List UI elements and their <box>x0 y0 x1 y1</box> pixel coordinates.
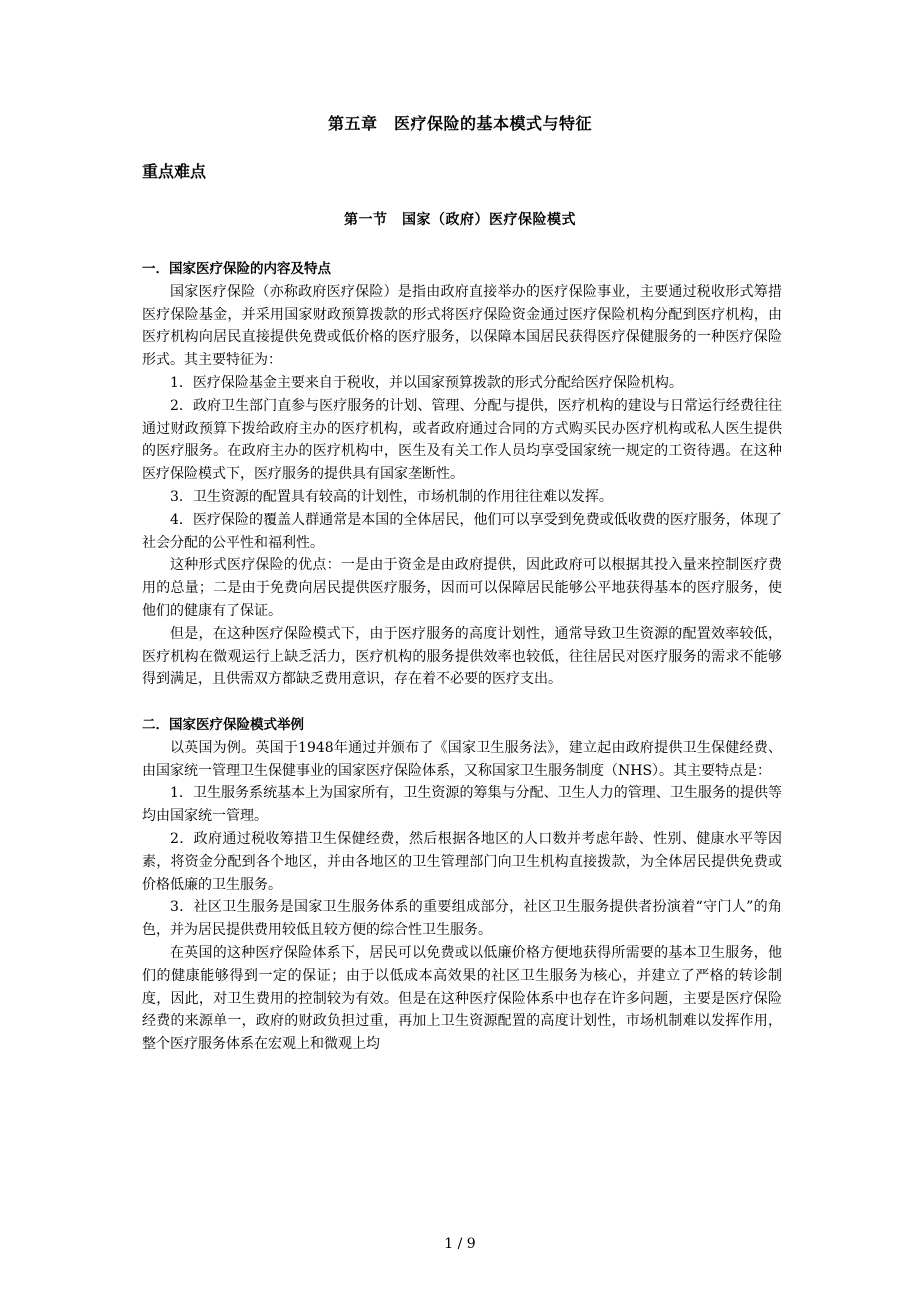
list-item: 4．医疗保险的覆盖人群通常是本国的全体居民，他们可以享受到免费或低收费的医疗服务，体现了社会分配的公平性和福利性。 <box>142 511 782 551</box>
paragraph: 这种形式医疗保险的优点：一是由于资金是由政府提供，因此政府可以根据其投入量来控制医疗费用的总量；二是由于免费向居民提供医疗服务，因而可以保障居民能够公平地获得基本的医疗服务，使他们的健康有了保证。 <box>142 557 782 619</box>
paragraph: 以英国为例。英国于1948年通过并颁布了《国家卫生服务法》，建立起由政府提供卫生保健经费、由国家统一管理卫生保健事业的国家医疗保险体系，又称国家卫生服务制度（NHS）。其主要特点是： <box>142 739 782 779</box>
list-item: 3．卫生资源的配置具有较高的计划性，市场机制的作用往往难以发挥。 <box>170 488 613 505</box>
paragraph: 在英国的这种医疗保险体系下，居民可以免费或以低廉价格方便地获得所需要的基本卫生服务，他们的健康能够得到一定的保证；由于以低成本高效果的社区卫生服务为核心，并建立了严格的转诊制度，因此，对卫生费用的控制较为有效。但是在这种医疗保险体系中也存在许多问题，主要是医疗保险经费的来源单一，政府的财政负担过重，再加上卫生资源配置的高度计划性，市场机制难以发挥作用，整个医疗服务体系在宏观上和微观上均 <box>142 944 782 1053</box>
list-item: 2．政府卫生部门直参与医疗服务的计划、管理、分配与提供，医疗机构的建设与日常运行经费往往通过财政预算下拨给政府主办的医疗机构，或者政府通过合同的方式购买民办医疗机构或私人医生提供的医疗服务。在政府主办的医疗机构中，医生及有关工作人员均享受国家统一规定的工资待遇。在这种医疗保险模式下，医疗服务的提供具有国家垄断性。 <box>142 397 782 483</box>
document-body <box>142 258 782 1056</box>
section-title: 第一节 国家（政府）医疗保险模式 <box>344 212 576 228</box>
section-spacer <box>142 691 782 714</box>
page-number: 1 / 9 <box>444 1236 476 1252</box>
part2-heading: 二．国家医疗保险模式举例 <box>142 716 304 733</box>
paragraph: 国家医疗保险（亦称政府医疗保险）是指由政府直接举办的医疗保险事业，主要通过税收形式筹措医疗保险基金，并采用国家财政预算拨款的形式将医疗保险资金通过医疗保险机构分配到医疗机构，由医疗机构向居民直接提供免费或低价格的医疗服务，以保障本国居民获得医疗保健服务的一种医疗保险形式。其主要特征为： <box>142 283 782 369</box>
list-item: 1．医疗保险基金主要来自于税收，并以国家预算拨款的形式分配给医疗保险机构。 <box>170 374 683 391</box>
list-item: 3．社区卫生服务是国家卫生服务体系的重要组成部分，社区卫生服务提供者扮演着“守门人”的角色，并为居民提供费用较低且较方便的综合性卫生服务。 <box>142 899 782 939</box>
list-item: 1．卫生服务系统基本上为国家所有，卫生资源的筹集与分配、卫生人力的管理、卫生服务的提供等均由国家统一管理。 <box>142 785 782 825</box>
key-points-heading: 重点难点 <box>142 162 207 181</box>
paragraph: 但是，在这种医疗保险模式下，由于医疗服务的高度计划性，通常导致卫生资源的配置效率较低，医疗机构在微观运行上缺乏活力，医疗机构的服务提供效率也较低，往往居民对医疗服务的需求不能够得到满足，且供需双方都缺乏费用意识，存在着不必要的医疗支出。 <box>142 625 782 688</box>
chapter-title: 第五章 医疗保险的基本模式与特征 <box>327 114 592 133</box>
list-item: 2．政府通过税收筹措卫生保健经费，然后根据各地区的人口数并考虑年龄、性别、健康水平等因素，将资金分配到各个地区，并由各地区的卫生管理部门向卫生机构直接拨款，为全体居民提供免费或价格低廉的卫生服务。 <box>142 830 782 893</box>
part1-heading: 一．国家医疗保险的内容及特点 <box>142 261 331 277</box>
